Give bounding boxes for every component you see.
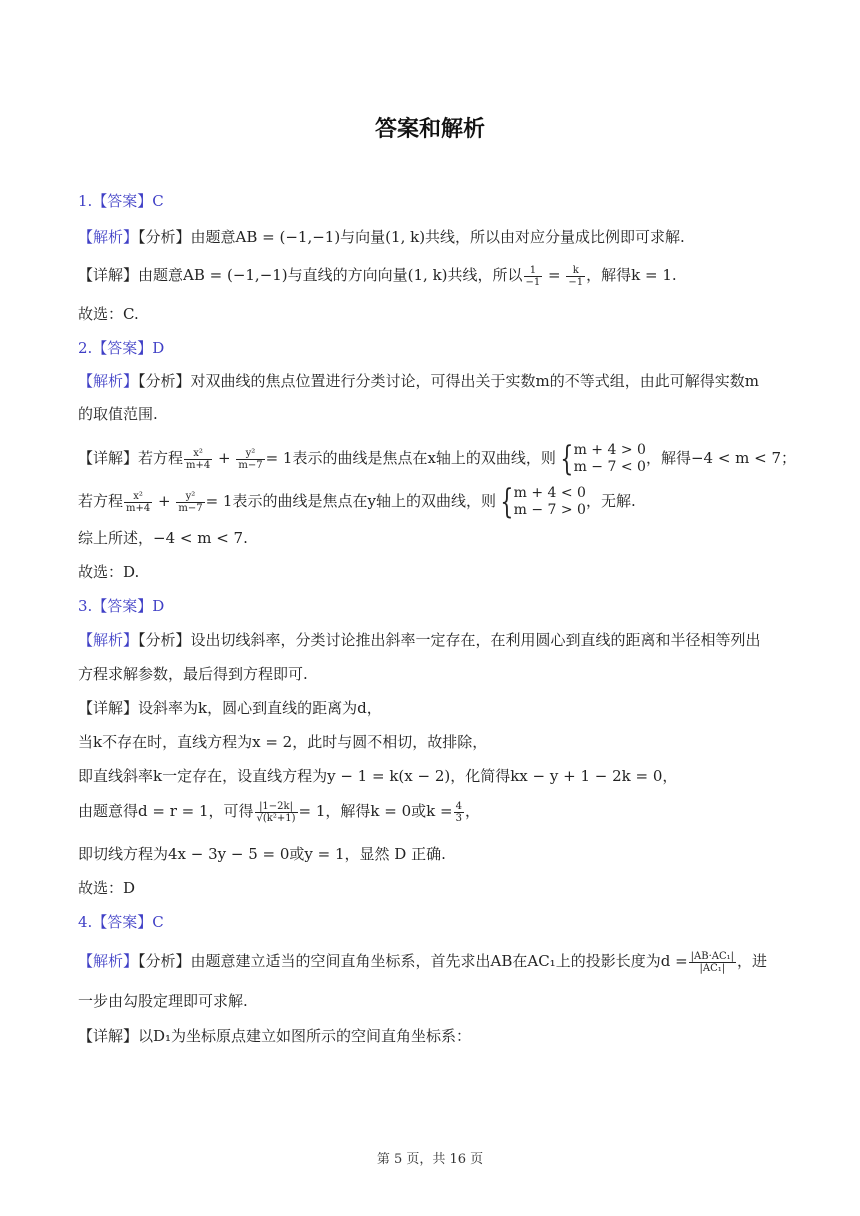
q3-analysis-2: 方程求解参数，最后得到方程即可. — [78, 665, 308, 683]
q3-detail-4: 由题意得d = r = 1，可得 $\frac{|1-2k|}{\text{√(k²+1)}}$ = 1，解得k = 0或k = $\frac{4}{3}$ ， — [78, 800, 480, 824]
brace-icon: { — [500, 482, 514, 522]
q4-detail-1: 【详解】以D₁为坐标原点建立如图所示的空间直角坐标系： — [78, 1027, 472, 1045]
q1-choice: 故选：C. — [78, 305, 139, 323]
q3-detail-2: 当k不存在时，直线方程为x = 2，此时与圆不相切，故排除， — [78, 733, 488, 751]
q3-detail-3: 即直线斜率k一定存在，设直线方程为y − 1 = k(x − 2)，化简得kx − y + 1 − 2k = 0， — [78, 767, 678, 785]
q1-answer: 1.【答案】C — [78, 192, 164, 210]
q2-detail-1: 【详解】若方程 $\frac{\text{x²}}{m+4}$ + $\frac{\text{y²}}{m-7}$ = 1表示的曲线是焦点在x轴上的双曲线，则 { m + 4 > 0 m − 7 < 0 ，解得−4 < m < 7； — [78, 439, 797, 479]
analysis-tag: 【解析】 — [78, 228, 139, 246]
q3-answer: 3.【答案】D — [78, 597, 165, 615]
q1-detail: 【详解】由题意AB = (−1,−1)与直线的方向向量(1, k)共线，所以 $\frac{1}{-1}$ = $\frac{k}{-1}$ ，解得k = 1. — [78, 264, 677, 288]
page-footer: 第 5 页，共 16 页 — [376, 1152, 484, 1167]
fraction: $\frac{k}{-1}$ — [568, 264, 584, 288]
q2-choice: 故选：D. — [78, 563, 140, 581]
q4-analysis-2: 一步由勾股定理即可求解. — [78, 992, 248, 1010]
brace-icon: { — [560, 439, 574, 479]
q4-answer: 4.【答案】C — [78, 913, 164, 931]
page-title: 答案和解析 — [374, 117, 485, 142]
q4-analysis-1: 【解析】【分析】由题意建立适当的空间直角坐标系，首先求出AB在AC₁上的投影长度为d = $\frac{\text{|AB·AC₁|}}{\text{|AC₁|}}$ ，进 — [78, 950, 768, 974]
q2-summary: 综上所述，−4 < m < 7. — [78, 529, 248, 547]
q3-choice: 故选：D — [78, 879, 136, 897]
q2-answer: 2.【答案】D — [78, 339, 165, 357]
q2-analysis-1: 【解析】【分析】对双曲线的焦点位置进行分类讨论，可得出关于实数m的不等式组，由此可解得实数m — [78, 372, 759, 390]
q1-analysis: 【解析】【分析】由题意AB = (−1,−1)与向量(1, k)共线，所以由对应分量成比例即可求解. — [78, 228, 685, 246]
q3-detail-5: 即切线方程为4x − 3y − 5 = 0或y = 1，显然 D 正确. — [78, 845, 446, 863]
q2-analysis-2: 的取值范围. — [78, 405, 158, 423]
q2-detail-2: 若方程 $\frac{\text{x²}}{m+4}$ + $\frac{\text{y²}}{m-7}$ = 1表示的曲线是焦点在y轴上的双曲线，则 { m + 4 < 0 m − 7 > 0 ，无解. — [78, 482, 636, 522]
fraction: $\frac{1}{-1}$ — [525, 264, 541, 288]
q3-analysis-1: 【解析】【分析】设出切线斜率，分类讨论推出斜率一定存在，在利用圆心到直线的距离和半径相等列出 — [78, 631, 761, 649]
q3-detail-1: 【详解】设斜率为k，圆心到直线的距离为d， — [78, 699, 382, 717]
